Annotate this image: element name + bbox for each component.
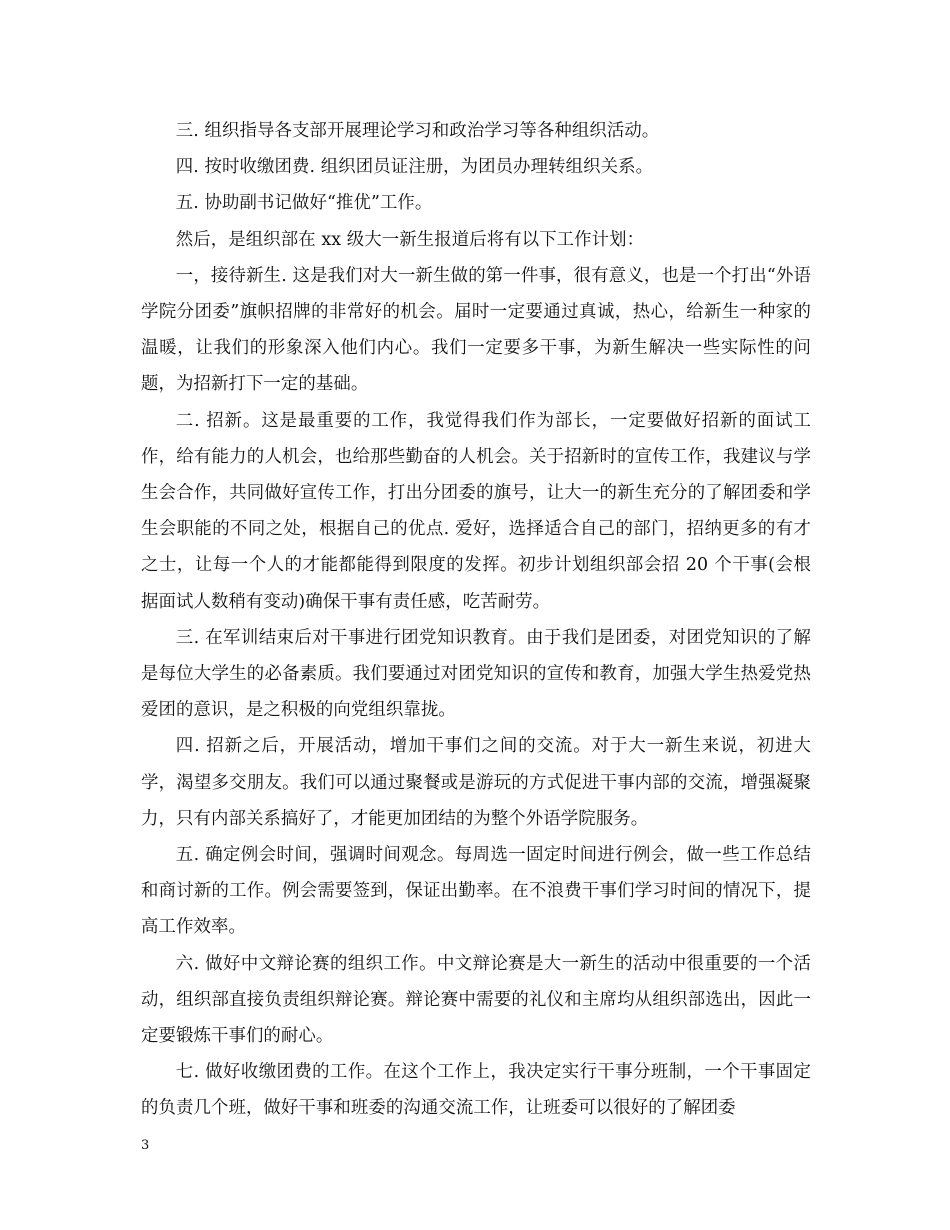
paragraph-1: 三. 组织指导各支部开展理论学习和政治学习等各种组织活动。 [175,121,660,141]
paragraph-6: 二. 招新。这是最重要的工作，我觉得我们作为部长，一定要做好招新的面试工作，给有能力的人机会，也给那些勤奋的人机会。关于招新时的宣传工作，我建议与学生会合作，共同做好宣传工作，打出分团委的旗号，让大一的新生充分的了解团委和学生会职能的不同之处，根据自己的优点. 爱好，选择适合自己的部门，招纳更多的有才之士，让每一个人的才能都能得到限度的发挥。初步计划组织部会招 20 个干事(会根据面试人数稍有变动)确保干事有责任感，吃苦耐劳。 [141,410,811,612]
paragraph-8: 四. 招新之后，开展活动，增加干事们之间的交流。对于大一新生来说，初进大学，渴望多交朋友。我们可以通过聚餐或是游玩的方式促进干事内部的交流，增强凝聚力，只有内部关系搞好了，才能更加团结的为整个外语学院服务。 [141,736,811,829]
page-number: 3 [141,1138,150,1153]
paragraph-9: 五. 确定例会时间，强调时间观念。每周选一固定时间进行例会，做一些工作总结和商讨新的工作。例会需要签到，保证出勤率。在不浪费干事们学习时间的情况下，提高工作效率。 [141,845,811,938]
paragraph-7: 三. 在军训结束后对干事进行团党知识教育。由于我们是团委，对团党知识的了解是每位大学生的必备素质。我们要通过对团党知识的宣传和教育，加强大学生热爱党热爱团的意识，是之积极的向党组织靠拢。 [141,627,811,721]
paragraph-11: 七. 做好收缴团费的工作。在这个工作上，我决定实行干事分班制，一个干事固定的负责几个班，做好干事和班委的沟通交流工作，让班委可以很好的了解团委 [141,1062,811,1119]
document-body [141,113,811,1127]
paragraph-3: 五. 协助副书记做好“推优”工作。 [175,193,433,214]
paragraph-4: 然后，是组织部在 xx 级大一新生报道后将有以下工作计划： [175,229,645,250]
paragraph-5: 一，接待新生. 这是我们对大一新生做的第一件事，很有意义，也是一个打出“外语学院分团委”旗帜招牌的非常好的机会。届时一定要通过真诚，热心，给新生一种家的温暖，让我们的形象深入他们内心。我们一定要多干事，为新生解决一些实际性的问题，为招新打下一定的基础。 [141,265,811,395]
paragraph-2: 四. 按时收缴团费. 组织团员证注册，为团员办理转组织关系。 [175,157,654,178]
paragraph-10: 六. 做好中文辩论赛的组织工作。中文辩论赛是大一新生的活动中很重要的一个活动，组织部直接负责组织辩论赛。辩论赛中需要的礼仪和主席均从组织部选出，因此一定要锻炼干事们的耐心。 [141,953,811,1047]
